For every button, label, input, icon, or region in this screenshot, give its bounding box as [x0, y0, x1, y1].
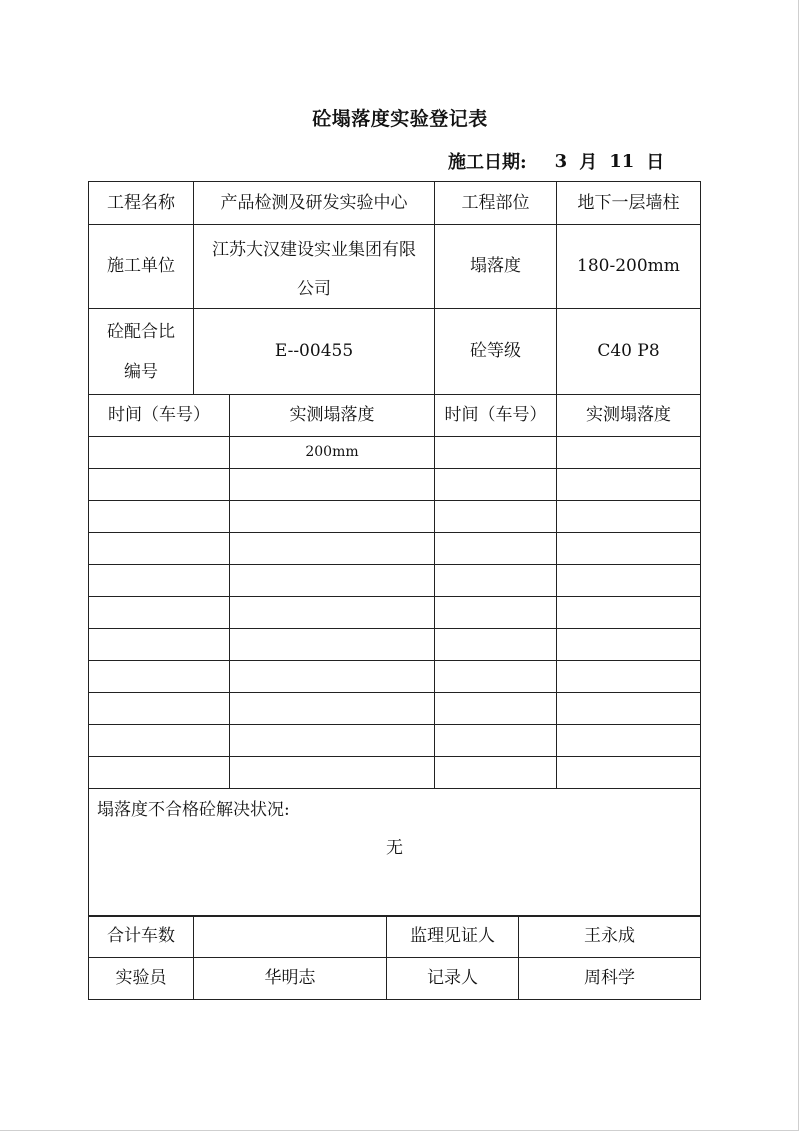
table-row — [89, 597, 701, 629]
footer-row-2 — [89, 958, 701, 1000]
log-slump-1 — [230, 661, 435, 693]
grade-value: C40 P8 — [557, 309, 701, 395]
log-time-1 — [89, 501, 230, 533]
log-time-2 — [435, 533, 557, 565]
table-row — [89, 437, 701, 469]
mix-label-cell — [89, 309, 194, 395]
log-time-1 — [89, 437, 230, 469]
log-slump-1 — [230, 501, 435, 533]
log-slump-2 — [557, 693, 701, 725]
log-slump-1: 200mm — [230, 437, 435, 469]
log-slump-2 — [557, 725, 701, 757]
log-slump-1 — [230, 693, 435, 725]
log-time-2 — [435, 757, 557, 789]
recorder-name: 周科学 — [519, 958, 701, 1000]
log-body — [89, 437, 701, 789]
info-row-mix — [89, 309, 701, 395]
tester-name: 华明志 — [194, 958, 387, 1000]
project-name: 产品检测及研发实验中心 — [194, 182, 435, 225]
table-row — [89, 501, 701, 533]
log-header-row — [89, 395, 701, 437]
log-time-2 — [435, 597, 557, 629]
log-slump-2 — [557, 597, 701, 629]
log-time-2 — [435, 565, 557, 597]
date-label: 施工日期: — [448, 152, 527, 173]
log-slump-2 — [557, 533, 701, 565]
log-time-1 — [89, 533, 230, 565]
mix-number: E--00455 — [194, 309, 435, 395]
date-day-unit: 日 — [646, 152, 665, 173]
truck-count-label: 合计车数 — [89, 916, 194, 958]
log-slump-2 — [557, 757, 701, 789]
log-slump-2 — [557, 469, 701, 501]
log-time-1 — [89, 725, 230, 757]
form-title: 砼塌落度实验登记表 — [312, 108, 488, 130]
truck-count — [194, 916, 387, 958]
witness-name: 王永成 — [519, 916, 701, 958]
log-time-1 — [89, 693, 230, 725]
log-slump-1 — [230, 597, 435, 629]
log-slump-1 — [230, 533, 435, 565]
grade-label: 砼等级 — [435, 309, 557, 395]
log-header-slump-1: 实测塌落度 — [230, 395, 435, 437]
table-row — [89, 565, 701, 597]
slump-log-table — [88, 394, 701, 789]
recorder-label: 记录人 — [387, 958, 519, 1000]
project-info-table — [88, 181, 701, 395]
tester-label: 实验员 — [89, 958, 194, 1000]
log-time-1 — [89, 469, 230, 501]
log-slump-2 — [557, 661, 701, 693]
log-time-2 — [435, 501, 557, 533]
table-row — [89, 661, 701, 693]
log-time-2 — [435, 437, 557, 469]
slump-label: 塌落度 — [435, 225, 557, 309]
log-time-2 — [435, 629, 557, 661]
mix-label-line2: 编号 — [124, 361, 158, 382]
table-row — [89, 533, 701, 565]
log-slump-2 — [557, 501, 701, 533]
footer-table — [88, 915, 701, 1000]
contractor-label: 施工单位 — [89, 225, 194, 309]
notes-label: 塌落度不合格砼解决状况: — [97, 800, 290, 820]
footer-row-1 — [89, 916, 701, 958]
construction-date — [448, 148, 664, 174]
log-slump-2 — [557, 629, 701, 661]
log-time-2 — [435, 725, 557, 757]
log-time-1 — [89, 565, 230, 597]
notes-table — [88, 788, 701, 917]
project-part: 地下一层墙柱 — [557, 182, 701, 225]
log-time-1 — [89, 597, 230, 629]
project-part-label: 工程部位 — [435, 182, 557, 225]
slump-value: 180-200mm — [557, 225, 701, 309]
table-row — [89, 629, 701, 661]
log-header-slump-2: 实测塌落度 — [557, 395, 701, 437]
log-header-time-1: 时间（车号） — [89, 395, 230, 437]
info-row-contractor — [89, 225, 701, 309]
log-time-1 — [89, 629, 230, 661]
date-day: 11 — [609, 150, 635, 172]
witness-label: 监理见证人 — [387, 916, 519, 958]
mix-label-line1: 砼配合比 — [107, 321, 175, 342]
notes-row — [89, 789, 701, 917]
log-slump-1 — [230, 565, 435, 597]
log-slump-1 — [230, 757, 435, 789]
log-slump-2 — [557, 437, 701, 469]
log-slump-1 — [230, 469, 435, 501]
date-month: 3 — [554, 150, 568, 172]
log-slump-1 — [230, 725, 435, 757]
notes-value: 无 — [386, 838, 403, 858]
table-row — [89, 693, 701, 725]
log-time-2 — [435, 469, 557, 501]
date-month-unit: 月 — [579, 152, 598, 173]
project-name-label: 工程名称 — [89, 182, 194, 225]
log-time-2 — [435, 661, 557, 693]
table-row — [89, 469, 701, 501]
table-row — [89, 757, 701, 789]
info-row-project — [89, 182, 701, 225]
contractor-line2: 公司 — [297, 278, 331, 299]
log-time-2 — [435, 693, 557, 725]
log-time-1 — [89, 757, 230, 789]
notes-cell — [89, 789, 701, 917]
log-slump-2 — [557, 565, 701, 597]
contractor-cell — [194, 225, 435, 309]
log-slump-1 — [230, 629, 435, 661]
log-time-1 — [89, 661, 230, 693]
log-header-time-2: 时间（车号） — [435, 395, 557, 437]
table-row — [89, 725, 701, 757]
contractor-line1: 江苏大汉建设实业集团有限 — [212, 239, 416, 260]
